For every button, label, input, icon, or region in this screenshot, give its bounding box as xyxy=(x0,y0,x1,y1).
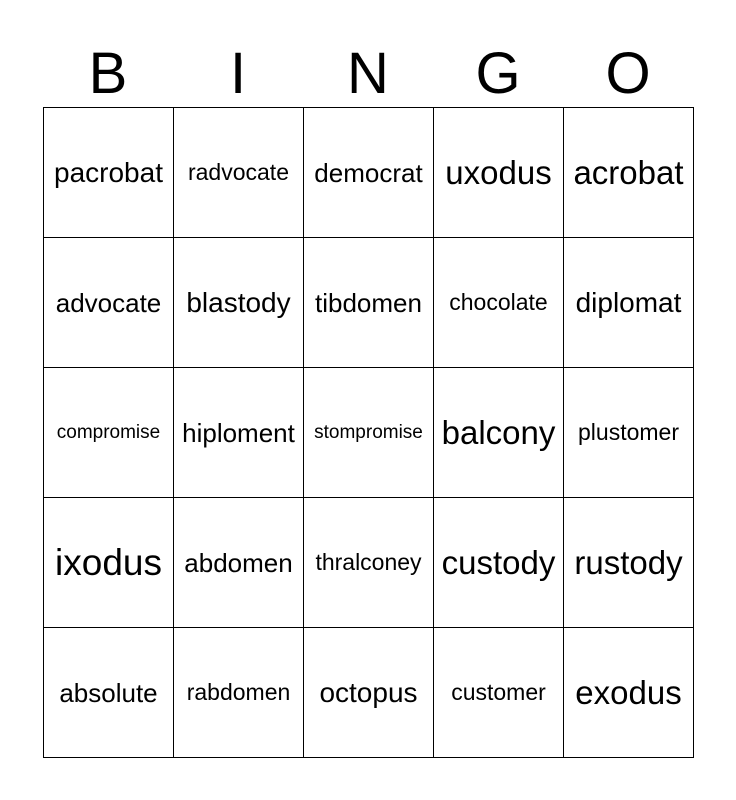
bingo-cell[interactable] xyxy=(564,498,694,628)
header-letter-o: O xyxy=(605,41,651,106)
cell-word: balcony xyxy=(441,414,556,451)
header-letter-g: G xyxy=(475,41,521,106)
bingo-cell[interactable] xyxy=(174,498,304,628)
cell-word: ixodus xyxy=(55,542,162,583)
cell-word: radvocate xyxy=(187,159,289,185)
bingo-cell[interactable] xyxy=(304,628,434,758)
bingo-cell[interactable] xyxy=(44,238,174,368)
cell-word: democrat xyxy=(314,157,423,188)
cell-word: advocate xyxy=(55,287,162,318)
bingo-header xyxy=(43,40,693,108)
cell-word: absolute xyxy=(59,677,158,708)
bingo-cell[interactable] xyxy=(174,368,304,498)
cell-word: chocolate xyxy=(449,289,548,315)
bingo-cell[interactable] xyxy=(44,368,174,498)
cell-word: stompromise xyxy=(314,422,423,443)
cell-word: acrobat xyxy=(573,154,684,191)
bingo-cell[interactable] xyxy=(44,108,174,238)
cell-word: blastody xyxy=(186,286,291,318)
cell-word: abdomen xyxy=(184,547,293,578)
cell-word: customer xyxy=(451,679,546,705)
bingo-cell[interactable] xyxy=(564,368,694,498)
cell-word: tibdomen xyxy=(315,287,422,318)
header-letter-n: N xyxy=(347,41,389,106)
bingo-cell[interactable] xyxy=(174,628,304,758)
bingo-cell[interactable] xyxy=(564,238,694,368)
bingo-cell[interactable] xyxy=(434,238,564,368)
bingo-cell[interactable] xyxy=(304,108,434,238)
cell-word: diplomat xyxy=(575,286,682,318)
bingo-board xyxy=(43,107,694,758)
bingo-cell[interactable] xyxy=(434,628,564,758)
bingo-cell[interactable] xyxy=(174,238,304,368)
cell-word: pacrobat xyxy=(54,156,163,188)
cell-word: compromise xyxy=(56,422,161,443)
bingo-cell[interactable] xyxy=(304,238,434,368)
cell-word: custody xyxy=(441,544,556,581)
bingo-cell[interactable] xyxy=(434,498,564,628)
cell-word: hiploment xyxy=(182,417,295,448)
cell-word: thralconey xyxy=(315,549,422,575)
cell-word: exodus xyxy=(575,674,682,711)
bingo-cell[interactable] xyxy=(434,108,564,238)
bingo-cell[interactable] xyxy=(304,368,434,498)
cell-word: plustomer xyxy=(578,419,679,445)
cell-word: octopus xyxy=(319,676,418,708)
cell-word: uxodus xyxy=(445,154,552,191)
bingo-cell[interactable] xyxy=(564,628,694,758)
header-letter-i: I xyxy=(229,41,247,106)
bingo-cell[interactable] xyxy=(304,498,434,628)
bingo-cell[interactable] xyxy=(44,628,174,758)
cell-word: rabdomen xyxy=(186,679,291,705)
header-letter-b: B xyxy=(88,41,128,106)
bingo-cell[interactable] xyxy=(44,498,174,628)
bingo-cell[interactable] xyxy=(564,108,694,238)
cell-word: rustody xyxy=(574,544,683,581)
bingo-cell[interactable] xyxy=(434,368,564,498)
bingo-cell[interactable] xyxy=(174,108,304,238)
